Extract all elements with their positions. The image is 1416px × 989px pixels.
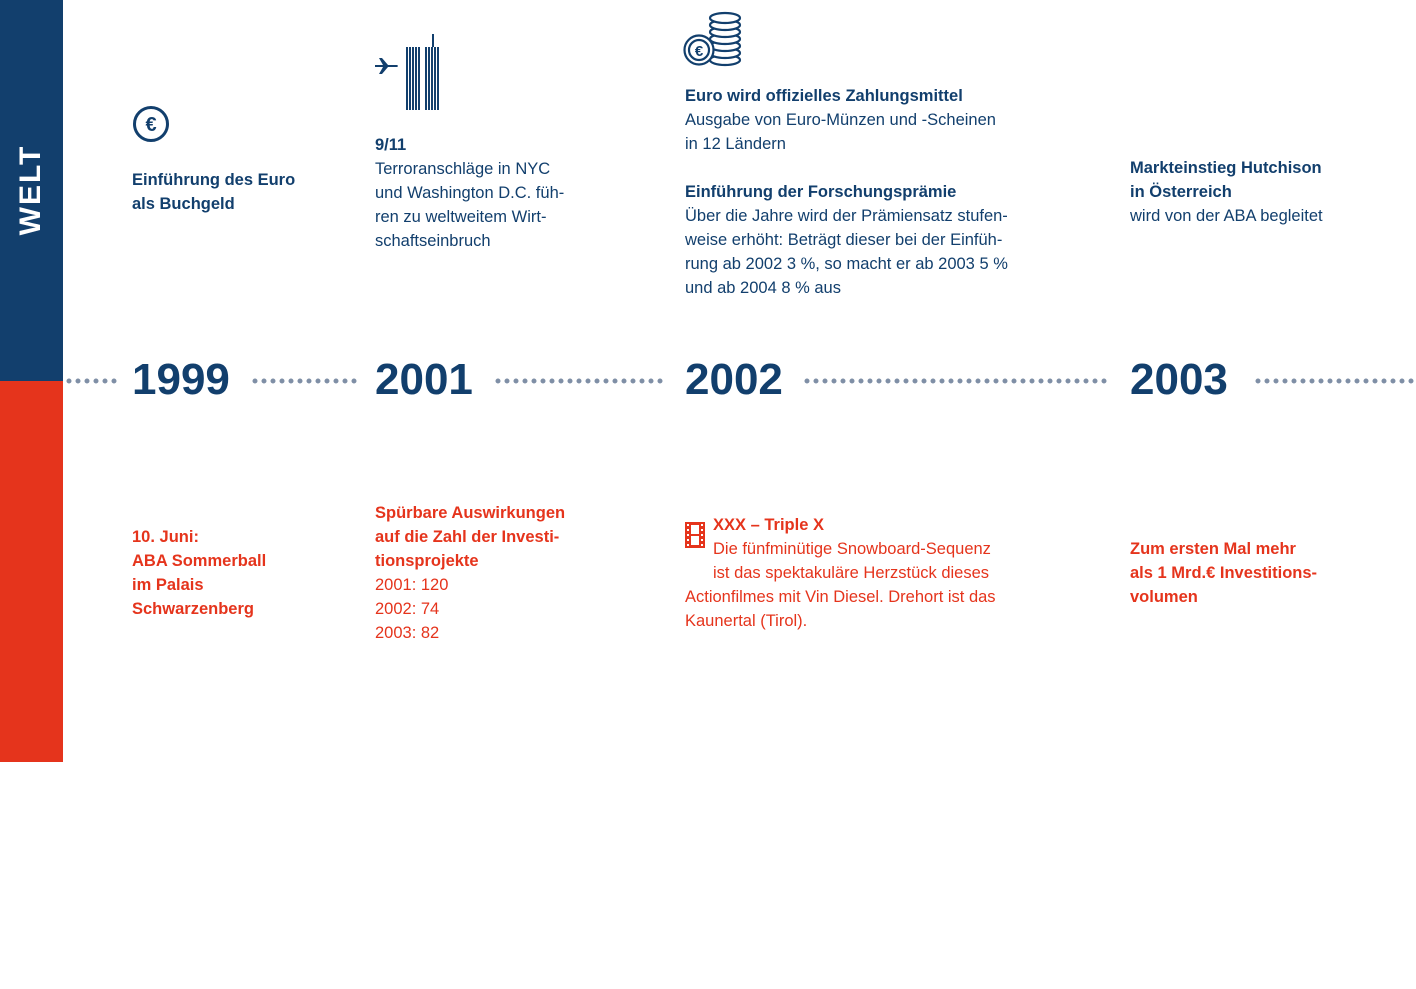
welt-2002-title-1: Euro wird offizielles Zahlungsmittel xyxy=(685,87,963,105)
welt-2001-text-line: ren zu weltweitem Wirt- xyxy=(375,208,547,226)
aba-2002-text-line: Die fünfminütige Snowboard-Sequenz xyxy=(713,540,991,558)
year-2003: 2003 xyxy=(1130,355,1228,404)
welt-1999-event xyxy=(132,168,295,216)
year-2001: 2001 xyxy=(375,355,473,404)
welt-2003-title-line: in Österreich xyxy=(1130,183,1232,201)
aba-2001-title-line: tionsprojekte xyxy=(375,552,479,570)
aba-2001-stat: 2001: 120 xyxy=(375,576,449,594)
welt-1999-title-line: Einführung des Euro xyxy=(132,171,296,189)
aba-label: ABA xyxy=(14,917,47,989)
aba-2003-title-line: als 1 Mrd.€ Investitions- xyxy=(1130,564,1318,582)
welt-2001-title: 9/11 xyxy=(375,136,407,154)
aba-2001-stat: 2003: 82 xyxy=(375,624,440,642)
welt-2002-text-2: weise erhöht: Beträgt dieser bei der Einfüh- xyxy=(685,231,1003,249)
welt-band xyxy=(0,0,63,381)
welt-2003-text: wird von der ABA begleitet xyxy=(1130,207,1323,225)
euro-coin-icon xyxy=(132,105,170,148)
welt-2002-title-2: Einführung der Forschungsprämie xyxy=(685,183,957,201)
aba-1999-title-line: Schwarzenberg xyxy=(132,600,254,618)
welt-2001-text-line: und Washington D.C. füh- xyxy=(375,184,565,202)
aba-1999-event xyxy=(132,525,266,621)
aba-2001-title-line: Spürbare Auswirkungen xyxy=(375,504,566,522)
welt-2001-text-line: schaftseinbruch xyxy=(375,232,491,250)
timeline-dots xyxy=(1255,378,1415,384)
svg-text:€: € xyxy=(145,114,157,136)
welt-2002-text-2: und ab 2004 8 % aus xyxy=(685,279,841,297)
timeline-dots xyxy=(495,378,671,384)
coin-stacks-icon xyxy=(683,10,745,75)
timeline-dots xyxy=(252,378,360,384)
aba-2002-body xyxy=(685,585,996,633)
aba-2001-stat: 2002: 74 xyxy=(375,600,440,618)
aba-2003-title-line: volumen xyxy=(1130,588,1198,606)
aba-2002-text-line: ist das spektakuläre Herzstück dieses xyxy=(713,564,990,582)
aba-2003-title-line: Zum ersten Mal mehr xyxy=(1130,540,1296,558)
year-1999: 1999 xyxy=(132,355,230,404)
timeline-dots xyxy=(804,378,1116,384)
welt-2001-text-line: Terroranschläge in NYC xyxy=(375,160,551,178)
spacer xyxy=(685,156,1008,180)
aba-2001-event xyxy=(375,501,565,645)
welt-2002-text-1: in 12 Ländern xyxy=(685,135,786,153)
timeline-dots xyxy=(66,378,120,384)
svg-text:€: € xyxy=(694,43,704,60)
aba-band xyxy=(0,381,63,989)
aba-2002-title: XXX – Triple X xyxy=(713,516,824,534)
welt-2002-text-2: rung ab 2002 3 %, so macht er ab 2003 5 % xyxy=(685,255,1008,273)
welt-2001-event xyxy=(375,133,564,253)
welt-2003-event xyxy=(1130,156,1323,228)
aba-2002-head xyxy=(713,513,991,585)
film-strip-icon xyxy=(685,522,705,553)
year-2002: 2002 xyxy=(685,355,783,404)
aba-1999-title-line: im Palais xyxy=(132,576,204,594)
aba-2001-title-line: auf die Zahl der Investi- xyxy=(375,528,560,546)
welt-1999-title-line: als Buchgeld xyxy=(132,195,235,213)
welt-2002-text-1: Ausgabe von Euro-Münzen und -Scheinen xyxy=(685,111,996,129)
welt-label: WELT xyxy=(14,144,47,236)
welt-2003-title-line: Markteinstieg Hutchison xyxy=(1130,159,1322,177)
welt-2002-text-2: Über die Jahre wird der Prämiensatz stufen- xyxy=(685,207,1008,225)
welt-2002-event xyxy=(685,84,1008,300)
aba-2002-text-line: Kaunertal (Tirol). xyxy=(685,612,808,630)
aba-1999-title-line: ABA Sommerball xyxy=(132,552,267,570)
aba-2003-event xyxy=(1130,537,1317,609)
aba-2002-text-line: Actionfilmes mit Vin Diesel. Drehort ist das xyxy=(685,588,996,606)
aba-1999-title-line: 10. Juni: xyxy=(132,528,199,546)
plane-towers-icon xyxy=(373,34,449,117)
